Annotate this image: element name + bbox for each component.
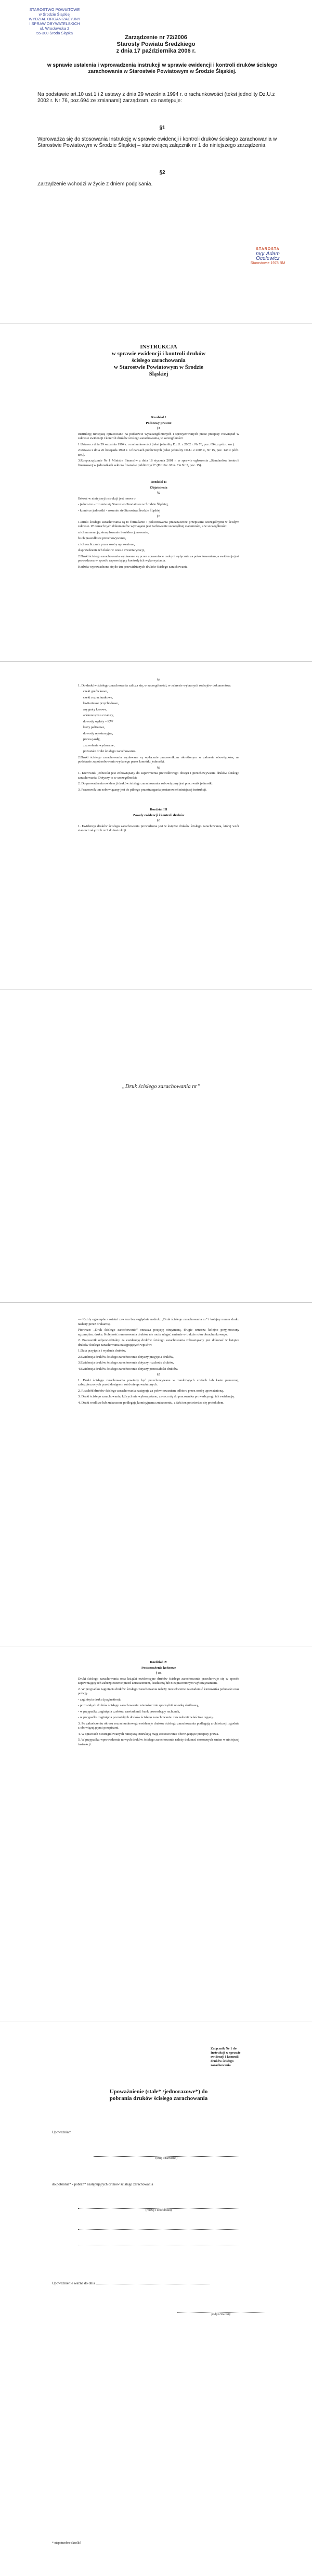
paragraph: 2.Druki ścisłego zarachowania wydawane są przez uprawnione osoby i wyłącznie za pokwitowaniem, a ewidencja jest prowadzona w sposób zapewniający kontrolę ich wykorzystania. xyxy=(78,554,239,562)
list-item: 3.Ewidencja druków ścisłego zarachowania dotyczy rozchodu druków, xyxy=(78,1361,174,1365)
list-item: karty paliwowe, xyxy=(83,726,105,729)
annex-label-line: zarachowania xyxy=(211,2064,231,2067)
paragraph: 1. Ewidencja druków ścisłego zarachowania prowadzona jest w książce druków ścisłego zarachowania, której wzór stanowi załącznik nr 2 do instrukcji. xyxy=(78,824,239,832)
list-item: - jednostce - rozumie się Starostwo Powiatowe w Środzie Śląskiej, xyxy=(78,503,168,506)
annex-label-line: Załącznik Nr 1 do xyxy=(211,2047,237,2050)
paragraph: Kadzów wprowadzone się do tzn przewidzianych druków ścisłego zarachowania. xyxy=(78,565,189,569)
print-caption xyxy=(94,1083,229,1090)
chapter-4 xyxy=(78,1656,239,1748)
list-item: czeki rozrachunkowe, xyxy=(83,695,113,699)
paragraph-mark: §7 xyxy=(157,1373,161,1377)
list-item: prawa jazdy, xyxy=(83,737,100,741)
list-item: 3.Rozporządzenie Nr 1 Ministra Finansów z dnia 18 stycznia 2001 r. w sprawie ogłoszenia „Standardów kontroli finansowej w jednostkach sektora finansów publicznych” (Dz.Urz. Min. Fin.Nr 5, poz. 15). xyxy=(78,459,239,467)
annex-title-line: Upoważnienie (stałe* /jednorazowe*) do xyxy=(109,2089,208,2095)
list-item: 2.Ustawa z dnia 26 listopada 1998 r. o finansach publicznych (tekst jednolity Dz.U. z 2005 r., Nr 15, poz. 148 z późn. zm.). xyxy=(78,448,239,457)
instruction-title-line: w Starostwie Powiatowym w Środzie xyxy=(114,364,203,370)
order-date: z dnia 17 października 2006 r. xyxy=(116,48,196,54)
field-label: Upoważnienie ważne do dnia xyxy=(52,2281,95,2285)
chapter-title: Podstawy prawne xyxy=(146,421,172,425)
paragraph-mark: §3 xyxy=(157,515,161,518)
list-item: - komórce jednostki - rozumie się Starostwa Środzie Śląskiej. xyxy=(78,508,162,512)
office-stamp xyxy=(16,7,94,35)
list-item: 2.Ewidencja druków ścisłego zarachowania dotyczy przyjęcia druków, xyxy=(78,1355,174,1359)
stamp-line: I SPRAW OBYWATELSKICH xyxy=(29,21,80,26)
section-2-label: §2 xyxy=(159,170,165,176)
instruction-title xyxy=(78,344,239,378)
annex-label xyxy=(211,2047,268,2068)
paragraph: 2. Rozchód druków ścisłego zarachowania następuje za pokwitowaniem odbioru przez osobę upoważnioną. xyxy=(78,1389,224,1393)
stamp-line: ul. Wrocławska 2 xyxy=(40,26,70,31)
list-item: pozostałe druki ścisłego zarachowania. xyxy=(83,749,136,753)
list-item: kwitariusze przychodowe, xyxy=(83,702,119,705)
field-label: do pobrania* - pobrań* następujących druków ścisłego zarachowania xyxy=(52,2182,153,2186)
dotted-line[interactable] xyxy=(78,2229,239,2230)
list-item: d.sprawdzanie ich ilości w czasie inwentaryzacji, xyxy=(78,548,145,552)
annex-title xyxy=(78,2089,239,2102)
chapter-title: Zasady ewidencji i kontroli druków xyxy=(133,813,185,817)
paragraph: Instrukcję niniejszą opracowano na podstawie wyszczególnionych i sprecyzowanych przez przepisy rozwiązań w zakresie ewidencji i kontroli druków ścisłego zarachowania, w szczególności: xyxy=(78,432,239,440)
paragraph: Ilekroć w niniejszej instrukcji jest mowa o: xyxy=(78,496,137,501)
paragraph: 1. Druki ścisłego zarachowania powinny być przechowywane w zamkniętych szafach lub kasie pancernej, zabezpieczonych przed dostępem osób nieupoważnionych. xyxy=(78,1378,239,1386)
list-item: b.ich prawidłowe przechowywanie, xyxy=(78,536,126,540)
paragraph-mark: §5 xyxy=(157,766,161,770)
order-header xyxy=(0,34,312,55)
list-item: - w przypadku zaginięcia czeków: zawiadomić bank prowadzący rachunek, xyxy=(78,1709,180,1714)
section-4 xyxy=(78,677,239,835)
annex-label-line: Instrukcji w sprawie xyxy=(211,2051,241,2055)
signature-name: mgr Adam Ocelewicz xyxy=(256,251,280,261)
annex-title-line: pobrania druków ścisłego zarachowania xyxy=(109,2095,208,2102)
paragraph: 4. Druki wadliwe lub zniszczone podlegają komisyjnemu zniszczeniu, a fakt ten potwierdza się protokołem. xyxy=(78,1400,225,1405)
field-caption: (rodzaj i ilość druku) xyxy=(145,2209,172,2212)
chapter-label: Rozdział IV xyxy=(150,1660,167,1664)
instruction-title-line: ścisłego zarachowania xyxy=(132,357,186,364)
chapter-label: Rozdział II xyxy=(150,480,167,484)
annex-label-line: druków ścisłego xyxy=(211,2059,234,2063)
chapter-title: Postanowienia końcowe xyxy=(141,1666,176,1670)
paragraph: 2. Do prowadzenia ewidencji druków ścisłego zarachowania zobowiązany jest pracownik jednostki. xyxy=(78,782,214,785)
section-1-label: §1 xyxy=(159,125,165,131)
list-item: czeki gotówkowe, xyxy=(83,690,108,693)
list-item: 4.Ewidencja druków ścisłego zarachowania dotyczy pozostałości druków. xyxy=(78,1367,178,1371)
paragraph: 5. W przypadku wprowadzenia nowych druków ścisłego zarachowania należy dokonać stosownych zmian w niniejszej instrukcji. xyxy=(78,1738,239,1746)
page-break xyxy=(0,1302,312,1303)
instruction-title-line: w sprawie ewidencji i kontroli druków xyxy=(111,351,206,357)
form-line-docs[interactable] xyxy=(78,2208,239,2212)
paragraph-mark: §1 xyxy=(157,427,161,430)
paragraph: 1. Do druków ścisłego zarachowania zalicza się, w szczególności, w zakresie wybranych rodzajów dokumentów: xyxy=(78,683,231,687)
instruction-title-line: INSTRUKCJA xyxy=(140,344,177,350)
form-field-authorize xyxy=(52,2130,265,2135)
list-item: asygnaty kasowe, xyxy=(83,707,107,711)
section-1-text: Wprowadza się do stosowania Instrukcję w sprawie ewidencji i kontroli druków ścisłego zarachowania w Starostwie Powiatowym w Środzie Śląskiej – stanowiącą załącznik nr 1 do niniejszego zarządzenia. xyxy=(37,136,277,148)
list-item: 1.Data przyjęcia i wydania druków, xyxy=(78,1349,126,1353)
field-label: Upoważniam xyxy=(52,2130,72,2134)
order-basis: Na podstawie art.10 ust.1 i 2 ustawy z dnia 29 września 1994 r. o rachunkowości (tekst jednolity Dz.U.z 2002 r. Nr 76, poz.694 ze zmianami) zarządzam, co następuje: xyxy=(37,92,275,104)
chapter-1-2 xyxy=(78,411,239,571)
form-line-name[interactable] xyxy=(94,2156,239,2160)
paragraph: 2.Druki ścisłego zarachowania wydawane są wyłącznie pracownikom określonym w zakresie obowiązków, na podstawie zapotrzebowania wydanego przez komórki jednostki. xyxy=(78,755,239,764)
paragraph: 3. Po zakończeniu okresu rozrachunkowego ewidencje druków ścisłego zarachowania podlegają archiwizacji zgodnie z obowiązującymi przepisami. xyxy=(78,1721,239,1730)
list-item: 1.Ustawa z dnia 29 września 1994 r. o rachunkowości (tekst jednolity Dz.U. z 2002 r. Nr 76, poz. 694, z późn. zm.). xyxy=(78,442,235,446)
chapter-3 xyxy=(78,1318,239,1407)
list-item: - zaginięcia druku (pagination): xyxy=(78,1697,121,1702)
stamp-line: WYDZIAŁ ORGANIZACYJNY xyxy=(29,17,81,21)
list-item: dowody rejestracyjne, xyxy=(83,731,113,735)
order-title: Zarządzenie nr 72/2006 xyxy=(125,34,187,41)
order-issuer: Starosty Powiatu Średzkiego xyxy=(116,41,196,47)
paragraph: — Każdy egzemplarz ostatni zawiera bezwzględnie nadruk: „Druk ścisłego zarachowania nr” i kolejny numer druku nadany przez drukarnię. xyxy=(78,1318,239,1326)
stamp-line: 55-300 Środa Śląska xyxy=(36,31,73,35)
stamp-line: w Środzie Śląskiej xyxy=(38,12,71,17)
section-2-text: Zarządzenie wchodzi w życie z dniem podpisania. xyxy=(37,181,153,187)
signature-title: STAROSTA xyxy=(256,247,280,251)
print-caption-text: „Druk ścisłego zarachowania nr” xyxy=(122,1083,201,1090)
signature-stamp xyxy=(244,247,291,266)
paragraph: 2. Pracownik odpowiedzialny za ewidencję druków ścisłego zarachowania zobowiązany jest dokonać w książce druków ścisłego zarachowania następujących wpisów: xyxy=(78,1339,239,1347)
paragraph-mark: §6 xyxy=(157,819,161,822)
field-caption: (imię i nazwisko) xyxy=(155,2157,177,2160)
paragraph: Druki ścisłego zarachowania oraz książki ewidencyjne druków ścisłego zarachowania przechowuje się w sposób zapewniający ich zabezpieczenie przed zniszczeniem, kradzieżą lub nieuprawnionym wykorzystaniem. xyxy=(78,1677,239,1685)
stamp-line: STAROSTWO POWIATOWE xyxy=(29,7,80,12)
paragraph: 1.Druki ścisłego zarachowania są to formularze i pokwitowania przeznaczone przepisami szczególnymi w ścisłym zakresie. W ramach tych dokumentów wymagane jest zachowanie szczególnej staranności, a w szczególności: xyxy=(78,520,239,528)
list-item: arkusze spisu z natury, xyxy=(83,714,114,717)
footnote: * niepotrzebne skreślić xyxy=(52,2542,81,2545)
paragraph-mark: §10. xyxy=(155,1671,162,1675)
paragraph: Pierwsze: „Druk ścisłego zarachowania” oznacza pozycję otrzymaną, drugie oznacza kolejno przyjmowany egzemplarz druku. Kolejność numerowania druków nie może ulegać zmianie w trakcie roku obrachunkowego. xyxy=(78,1328,239,1336)
signature-line[interactable] xyxy=(177,2312,265,2316)
list-item: a.ich numeracja, stemplowanie i ewidencjonowanie, xyxy=(78,530,149,534)
annex-label-line: ewidencji i kontroli xyxy=(211,2055,239,2059)
paragraph: 3. Pracownik ten zobowiązany jest do pilnego przestrzegania postanowień niniejszej instrukcji. xyxy=(78,787,207,792)
list-item: dowody wpłaty – KW xyxy=(83,719,113,723)
instruction-title-line: Śląskiej xyxy=(149,371,168,377)
list-item: zezwolenia wydawane, xyxy=(83,743,115,747)
order-subject: w sprawie ustalenia i wprowadzenia instrukcji w sprawie ewidencji i kontroli druków ścisłego zarachowania w Starostwie Powiatowym w Środzie Śląskiej. xyxy=(47,62,278,74)
form-field-validity xyxy=(52,2281,265,2286)
field-caption: podpis Starosty xyxy=(211,2313,231,2316)
list-item: - pozostałych druków ścisłego zarachowania: niezwłocznie sporządzić notatkę służbową, xyxy=(78,1704,199,1707)
list-item: - w przypadku zaginięcia pozostałych druków ścisłego zarachowania: zawiadomić właściwe organy. xyxy=(78,1716,214,1719)
signature-note: Starostowie 1978 BM xyxy=(250,261,285,265)
page-break xyxy=(0,661,312,662)
chapter-title: Objaśnienia xyxy=(150,485,167,490)
form-field-documents xyxy=(52,2182,265,2187)
list-item: c.ich rozliczanie przez osoby uprawnione, xyxy=(78,542,135,546)
paragraph-mark: §2 xyxy=(157,491,161,495)
chapter-label: Rozdział III xyxy=(150,808,167,811)
chapter-label: Rozdział I xyxy=(151,416,166,419)
paragraph: 4. W sprawach nieuregulowanych niniejszą instrukcją mają zastosowanie obowiązujące przepisy prawa. xyxy=(78,1732,219,1736)
paragraph-mark: §4 xyxy=(157,678,161,682)
paragraph: 1. Kierownik jednostki jest zobowiązany do zapewnienia prawidłowego obiegu i przechowywania druków ścisłego zarachowania. Dotyczy to w szczególności: xyxy=(78,771,239,780)
paragraph: 2. W przypadku zaginięcia druków ścisłego zarachowania należy niezwłocznie zawiadomić kierownika jednostki oraz policję. xyxy=(78,1687,239,1695)
paragraph: 3. Druki ścisłego zarachowania, których nie wykorzystano, zwraca się do pracownika prowadzącego ich ewidencję. xyxy=(78,1395,235,1398)
